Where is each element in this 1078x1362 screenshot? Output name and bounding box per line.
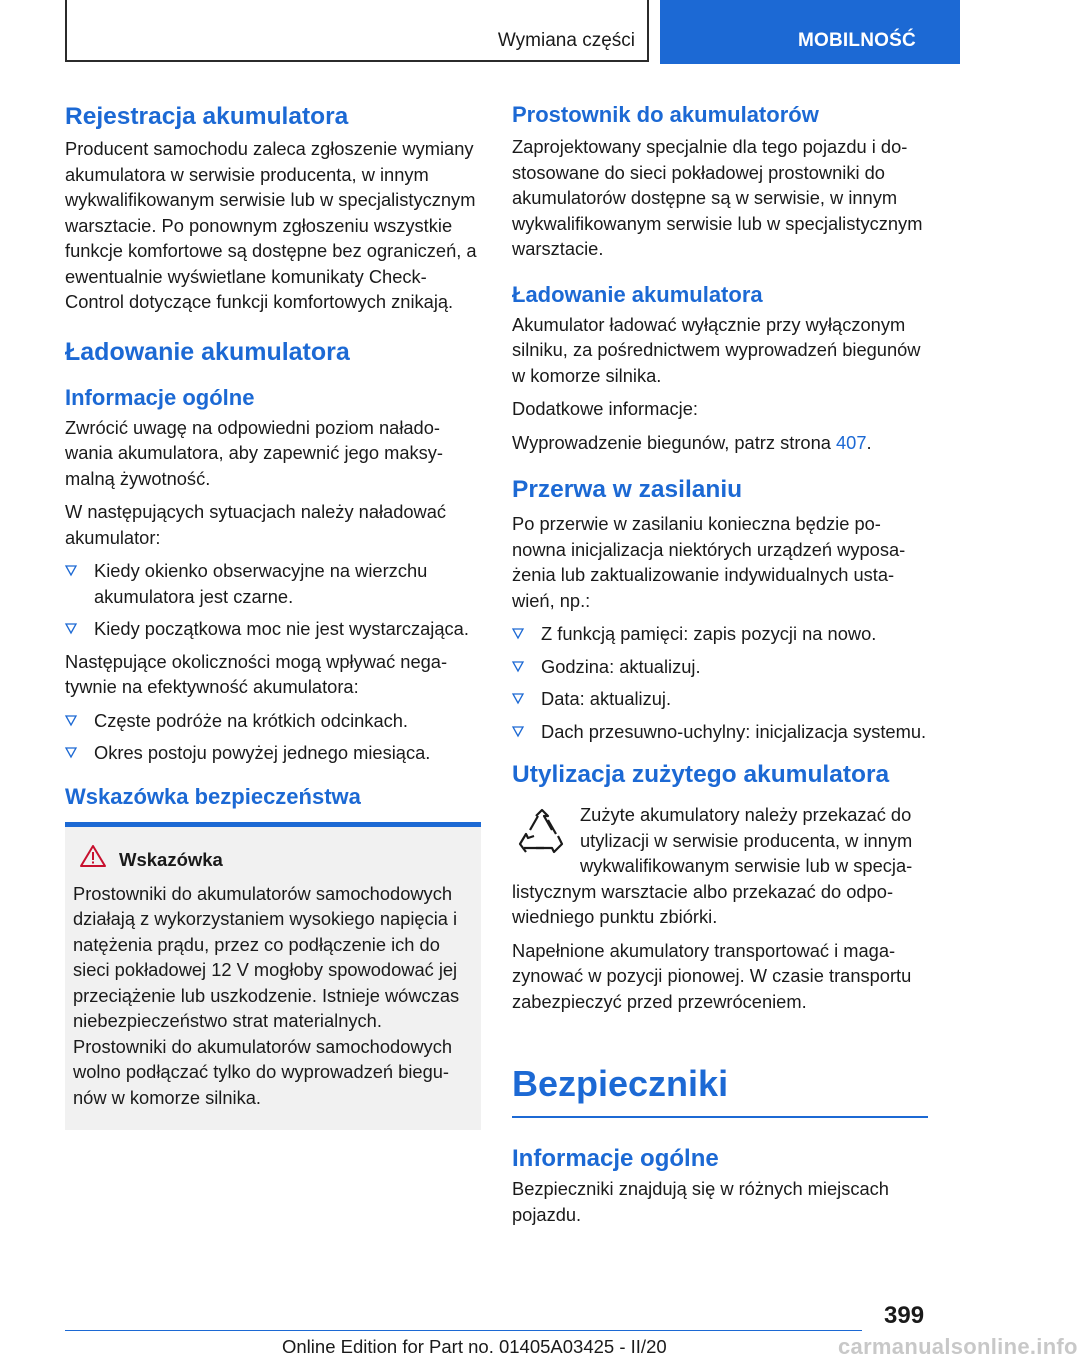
bullet-triangle-icon	[65, 564, 77, 576]
paragraph-disposal: Zużyte akumulatory należy przekazać do utylizacji w serwisie producenta, w innym wykwalifikowanym serwisie lub w specjalistycznym warsztacie albo przekazać do odpowiedniego punktu zbiórki.	[512, 804, 913, 927]
bullet-triangle-icon	[65, 714, 77, 726]
bullet-triangle-icon	[65, 746, 77, 758]
page-number: 399	[884, 1302, 925, 1329]
paragraph-charging-engine-off: Akumulator ładować wyłącznie przy wyłączonym silniku, za pośrednictwem wyprowadzeń biegunów w komorze silnika.	[512, 313, 921, 386]
reference-end: .	[866, 431, 872, 453]
list-charge-situations	[65, 558, 481, 642]
list-item	[65, 558, 481, 609]
heading-safety-note: Wskazówka bezpieczeństwa	[65, 783, 361, 809]
list-item-text: Data: aktualizuj.	[541, 688, 672, 709]
list-item-text: Dach przesuwno-uchylny: inicjalizacja systemu.	[541, 720, 927, 742]
right-column	[512, 100, 928, 1235]
list-item-text: Okres postoju powyżej jednego miesiąca.	[94, 742, 431, 763]
warning-header	[73, 845, 473, 875]
warning-box	[65, 827, 481, 1131]
paragraph-charge-level: Zwrócić uwagę na odpowiedni poziom naładowania akumulatora, aby zapewnić jego maksymalną żywotność.	[65, 416, 444, 489]
section-rule	[512, 1116, 928, 1118]
chapter-tab	[660, 0, 960, 64]
bullet-triangle-icon	[512, 725, 524, 737]
section-title: Wymiana części	[497, 30, 635, 51]
heading-battery-charging: Ładowanie akumulatora	[65, 337, 350, 366]
reference-text: Wyprowadzenie biegunów, patrz strona	[512, 431, 837, 453]
paragraph-fuses: Bezpieczniki znajdują się w różnych miejscach pojazdu.	[512, 1178, 889, 1225]
left-column	[65, 100, 481, 1130]
paragraph-negative-factors: Następujące okoliczności mogą wpływać negatywnie na efektywność akumulatora:	[65, 650, 448, 697]
list-item	[512, 719, 928, 745]
subheading-fuses-general: Informacje ogólne	[512, 1145, 719, 1172]
list-reinit-items	[512, 621, 928, 744]
disposal-block	[512, 802, 928, 930]
warning-triangle-icon	[80, 845, 106, 867]
heading-battery-charging-right: Ładowanie akumulatora	[512, 281, 763, 307]
recycling-icon	[514, 806, 570, 862]
heading-battery-disposal: Utylizacja zużytego akumulatora	[512, 761, 890, 788]
paragraph-charger: Zaprojektowany specjalnie dla tego pojazdu i dostosowane do sieci pokładowej prostowniki do akumulatorów dostępne są w serwisie, w innym wykwalifikowanym serwisie lub w specjalistycznym warsztacie.	[512, 136, 923, 259]
list-item	[65, 740, 481, 766]
bullet-triangle-icon	[512, 660, 524, 672]
footer-edition: Online Edition for Part no. 01405A03425 - II/20	[282, 1336, 667, 1357]
list-item	[512, 686, 928, 712]
heading-battery-registration: Rejestracja akumulatora	[65, 103, 349, 130]
paragraph-when-to-charge: W następujących sytuacjach należy naładować akumulator:	[65, 501, 447, 548]
list-item-text: Kiedy początkowa moc nie jest wystarczająca.	[94, 618, 469, 639]
list-item-text: Godzina: aktualizuj.	[541, 655, 701, 677]
list-item-text: Kiedy okienko obserwacyjne na wierzchu akumulatora jest czarne.	[94, 560, 428, 607]
chapter-tab-label: MOBILNOŚĆ	[798, 30, 916, 51]
warning-text: Prostowniki do akumulatorów samochodowych działają z wykorzystaniem wysokiego napięcia i natężenia prądu, przez co podłączenie ich do sieci pokładowej 12 V mogłoby spowodować jej przeciążenie lub uszkodzenie. Istnieje wówczas niebezpieczeństwo strat materialnych. Prostowniki do akumulatorów samochodowych wolno podłączać tylko do wyprowadzeń biegunów w komorze silnika.	[73, 882, 460, 1108]
page-reference-link[interactable]: 407	[836, 431, 867, 453]
list-item-text: Częste podróże na krótkich odcinkach.	[94, 709, 408, 731]
paragraph-additional-info: Dodatkowe informacje:	[512, 398, 698, 419]
list-item	[512, 654, 928, 680]
heading-battery-charger: Prostownik do akumulatorów	[512, 102, 819, 127]
bullet-triangle-icon	[65, 622, 77, 634]
warning-label: Wskazówka	[119, 848, 223, 870]
heading-power-interruption: Przerwa w zasilaniu	[512, 476, 743, 503]
footer-rule	[65, 1330, 862, 1331]
subheading-general-info: Informacje ogólne	[65, 384, 255, 410]
list-negative-factors	[65, 708, 481, 766]
list-item	[65, 708, 481, 734]
bullet-triangle-icon	[512, 627, 524, 639]
heading-fuses: Bezpieczniki	[512, 1063, 729, 1104]
bullet-triangle-icon	[512, 692, 524, 704]
list-item-text: Z funkcją pamięci: zapis pozycji na nowo.	[541, 623, 877, 644]
watermark: carmanualsonline.info	[838, 1334, 1078, 1359]
paragraph-transport: Napełnione akumulatory transportować i magazynować w pozycji pionowej. W czasie transportu zabezpieczyć przed przewróceniem.	[512, 939, 912, 1012]
list-item	[65, 616, 481, 642]
paragraph-terminals-reference	[512, 430, 928, 456]
list-item	[512, 621, 928, 647]
paragraph-reinit: Po przerwie w zasilaniu konieczna będzie ponowna inicjalizacja niektórych urządzeń wyposażenia lub zaktualizowanie indywidualnych ustawień, np.:	[512, 513, 906, 611]
header-section-box	[65, 0, 649, 62]
paragraph-registration: Producent samochodu zaleca zgłoszenie wymiany akumulatora w serwisie producenta, w innym wykwalifikowanym serwisie lub w specjalistycznym warsztacie. Po ponownym zgłoszeniu wszystkie funkcje komfortowe są dostępne bez ograniczeń, a ewentualnie wyświetlane komunikaty Check-Control dotyczące funkcji komfortowych znikają.	[65, 138, 477, 312]
